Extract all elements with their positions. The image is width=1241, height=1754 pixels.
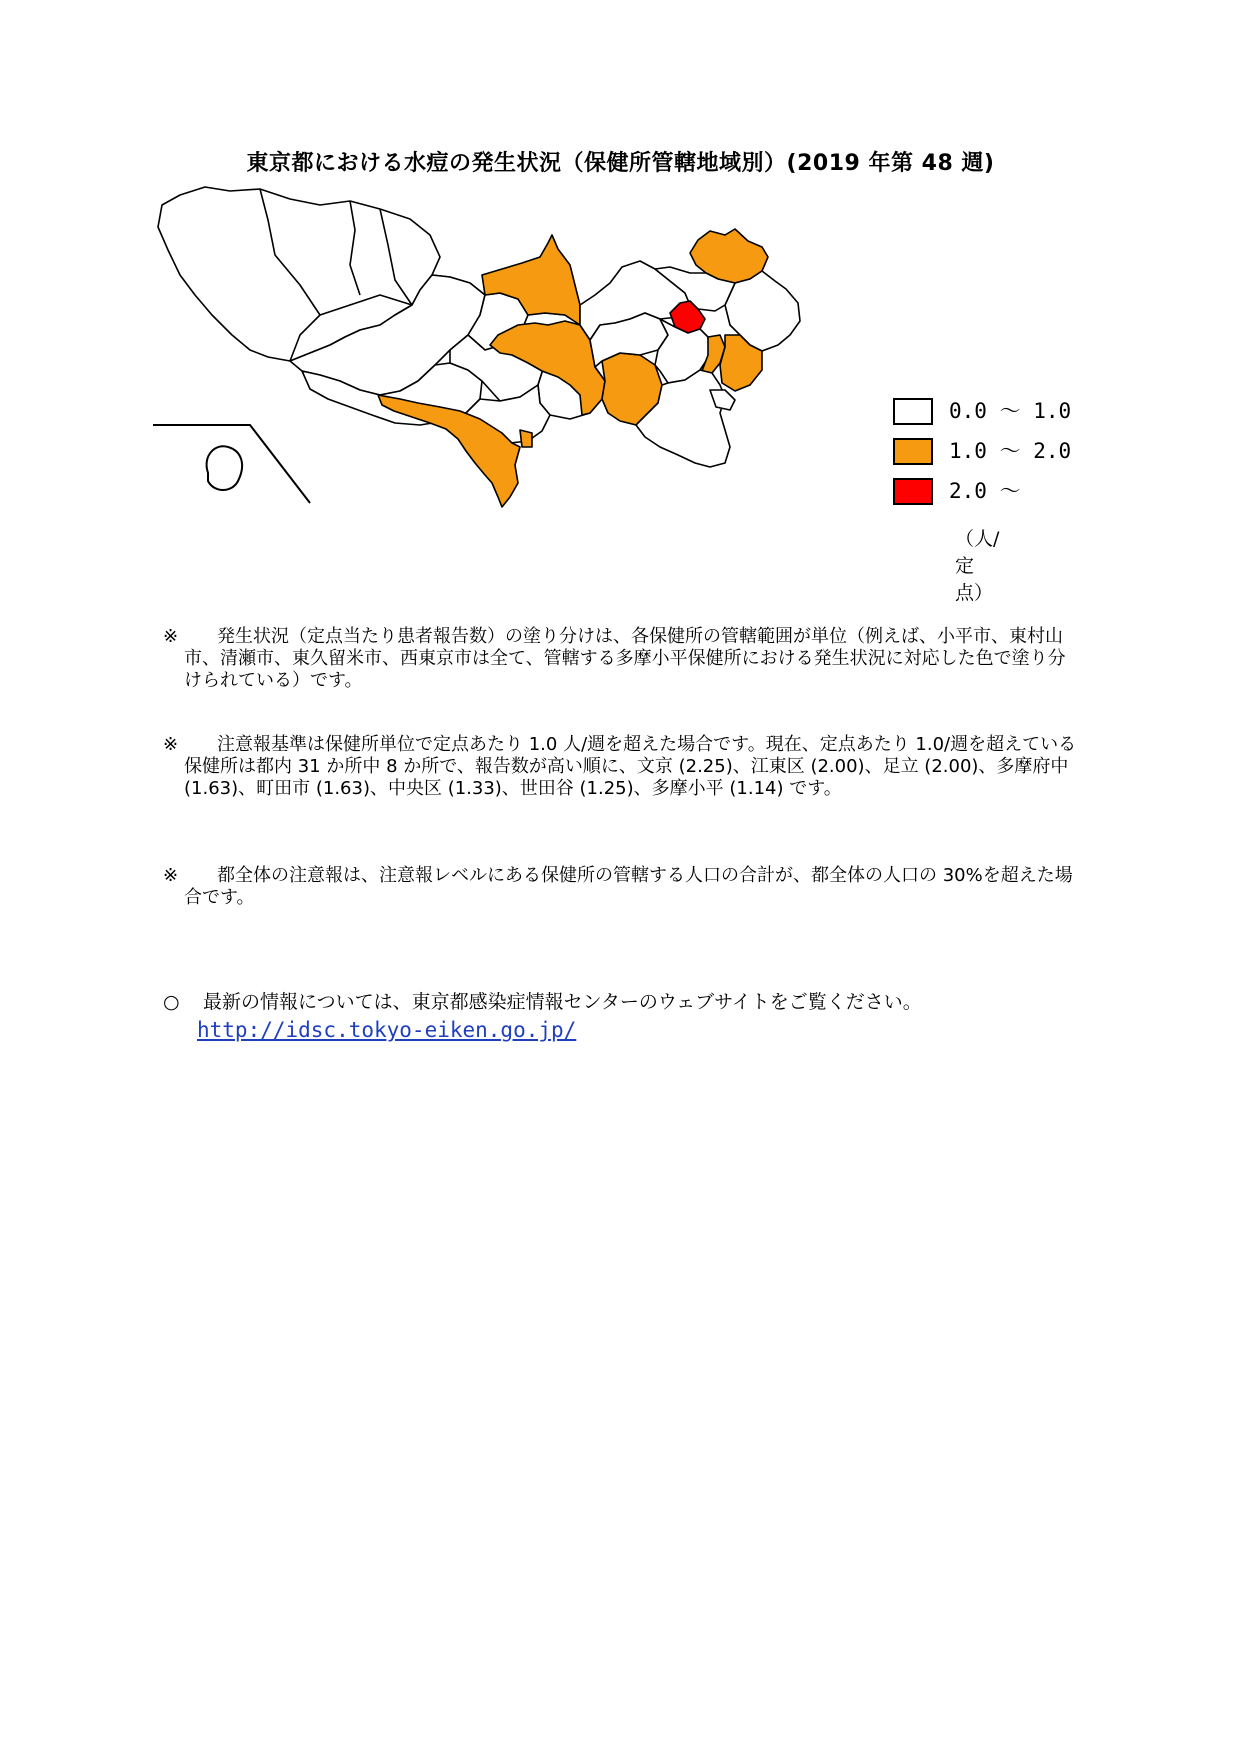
legend-label-low: 0.0 ～ 1.0 <box>949 399 1072 423</box>
page-title: 東京都における水痘の発生状況（保健所管轄地域別）(2019 年第 48 週) <box>246 151 995 176</box>
info-text: 最新の情報については、東京都感染症情報センターのウェブサイトをご覧ください。 <box>203 991 922 1013</box>
note-prefecture-alert <box>163 865 1083 909</box>
legend-label-high: 2.0 ～ <box>949 479 1021 503</box>
legend-swatch-low <box>893 398 933 425</box>
legend-item-mid <box>893 438 1113 470</box>
map-region-island <box>207 446 243 490</box>
map-region-machida-tip <box>520 430 532 447</box>
note-alert-criteria <box>163 734 1083 800</box>
note-text: 注意報基準は保健所単位で定点あたり 1.0 人/週を超えた場合です。現在、定点あたり 1.0/週を超えている保健所は都内 31 か所中 8 か所で、報告数が高い順に、文京 (2.25)、江東区 (2.00)、足立 (2.00)、多摩府中 (1.63)、町田市 (1.63)、中央区 (1.33)、世田谷 (1.25)、多摩小平 (1.14) です。 <box>184 734 1077 799</box>
info-mark: ○ <box>163 991 180 1013</box>
note-mark: ※ <box>163 734 179 755</box>
note-mark: ※ <box>163 865 179 886</box>
idsc-link[interactable]: http://idsc.tokyo-eiken.go.jp/ <box>197 1018 577 1042</box>
tokyo-map <box>150 185 910 565</box>
legend-item-high <box>893 478 1113 510</box>
legend-label-mid: 1.0 ～ 2.0 <box>949 439 1072 463</box>
legend-swatch-high <box>893 478 933 505</box>
legend-unit: （人/定点） <box>955 528 1000 604</box>
note-coloring <box>163 626 1083 692</box>
note-mark: ※ <box>163 626 179 647</box>
info-section <box>163 988 1083 1044</box>
legend-swatch-mid <box>893 438 933 465</box>
note-text: 都全体の注意報は、注意報レベルにある保健所の管轄する人口の合計が、都全体の人口の 30%を超えた場合です。 <box>184 865 1073 908</box>
legend-item-low <box>893 398 1113 430</box>
note-text: 発生状況（定点当たり患者報告数）の塗り分けは、各保健所の管轄範囲が単位（例えば、小平市、東村山市、清瀬市、東久留米市、西東京市は全て、管轄する多摩小平保健所における発生状況に対応した色で塗り分けられている）です。 <box>184 626 1066 691</box>
